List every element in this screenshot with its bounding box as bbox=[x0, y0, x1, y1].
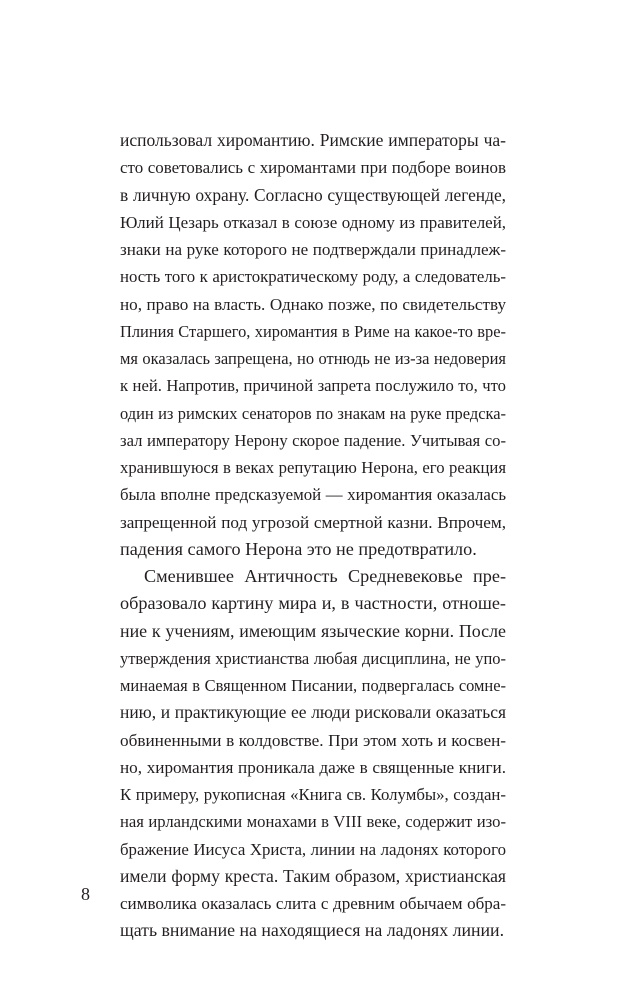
text-line: К примеру, рукописная «Книга св. Колумбы», создан- bbox=[120, 785, 506, 804]
text-line: но, хиромантия проникала даже в священные книги. bbox=[120, 757, 506, 777]
text-line: бражение Иисуса Христа, линии на ладонях которого bbox=[120, 839, 506, 859]
text-line: но, право на власть. Однако позже, по свидетельству bbox=[120, 294, 506, 314]
text-line: запрещенной под угрозой смертной казни. Впрочем, bbox=[120, 512, 506, 532]
text-line: хранившуюся в веках репутацию Нерона, его реакция bbox=[120, 458, 506, 477]
text-line: в личную охрану. Согласно существующей легенде, bbox=[120, 185, 506, 205]
text-line: Сменившее Античность Средневековье пре- bbox=[144, 566, 506, 586]
text-line: к ней. Напротив, причиной запрета послужило то, что bbox=[120, 376, 506, 396]
paragraph-2 bbox=[120, 563, 506, 945]
text-line: ная ирландскими монахами в VIII веке, содержит изо- bbox=[120, 812, 506, 832]
text-line: образовало картину мира и, в частности, отноше- bbox=[120, 593, 506, 614]
text-line: Юлий Цезарь отказал в союзе одному из правителей, bbox=[120, 212, 506, 232]
text-line: имели форму креста. Таким образом, христианская bbox=[120, 865, 506, 886]
text-line: использовал хиромантию. Римские императоры ча- bbox=[120, 130, 506, 150]
text-line: обвиненными в колдовстве. При этом хоть и косвен- bbox=[120, 730, 506, 750]
text-line: была вполне предсказуемой — хиромантия оказалась bbox=[120, 485, 506, 505]
text-line: мя оказалась запрещена, но отнюдь не из-за недоверия bbox=[120, 349, 506, 368]
text-line: нию, и практикующие ее люди рисковали оказаться bbox=[120, 702, 506, 723]
text-line: знаки на руке которого не подтверждали принадлеж- bbox=[120, 240, 506, 259]
text-line: Плиния Старшего, хиромантия в Риме на какое-то вре- bbox=[120, 321, 506, 341]
text-line: сто советовались с хиромантами при подборе воинов bbox=[120, 158, 506, 178]
body-text bbox=[120, 127, 506, 945]
text-line: утверждения христианства любая дисциплина, не упо- bbox=[120, 648, 506, 668]
text-line: падения самого Нерона это не предотвратило. bbox=[120, 538, 477, 559]
text-line: ние к учениям, имеющим языческие корни. После bbox=[120, 620, 506, 641]
page-number: 8 bbox=[81, 884, 90, 904]
text-line: ность того к аристократическому роду, а следователь- bbox=[120, 267, 506, 287]
text-line: щать внимание на находящиеся на ладонях линии. bbox=[120, 920, 505, 941]
text-line: зал императору Нерону скорое падение. Учитывая со- bbox=[120, 430, 506, 450]
text-line: символика оказалась слита с древним обычаем обра- bbox=[120, 894, 506, 913]
paragraph-1 bbox=[120, 127, 506, 563]
text-line: один из римских сенаторов по знакам на руке предска- bbox=[120, 403, 506, 423]
text-line: минаемая в Священном Писании, подвергалась сомне- bbox=[120, 676, 506, 695]
